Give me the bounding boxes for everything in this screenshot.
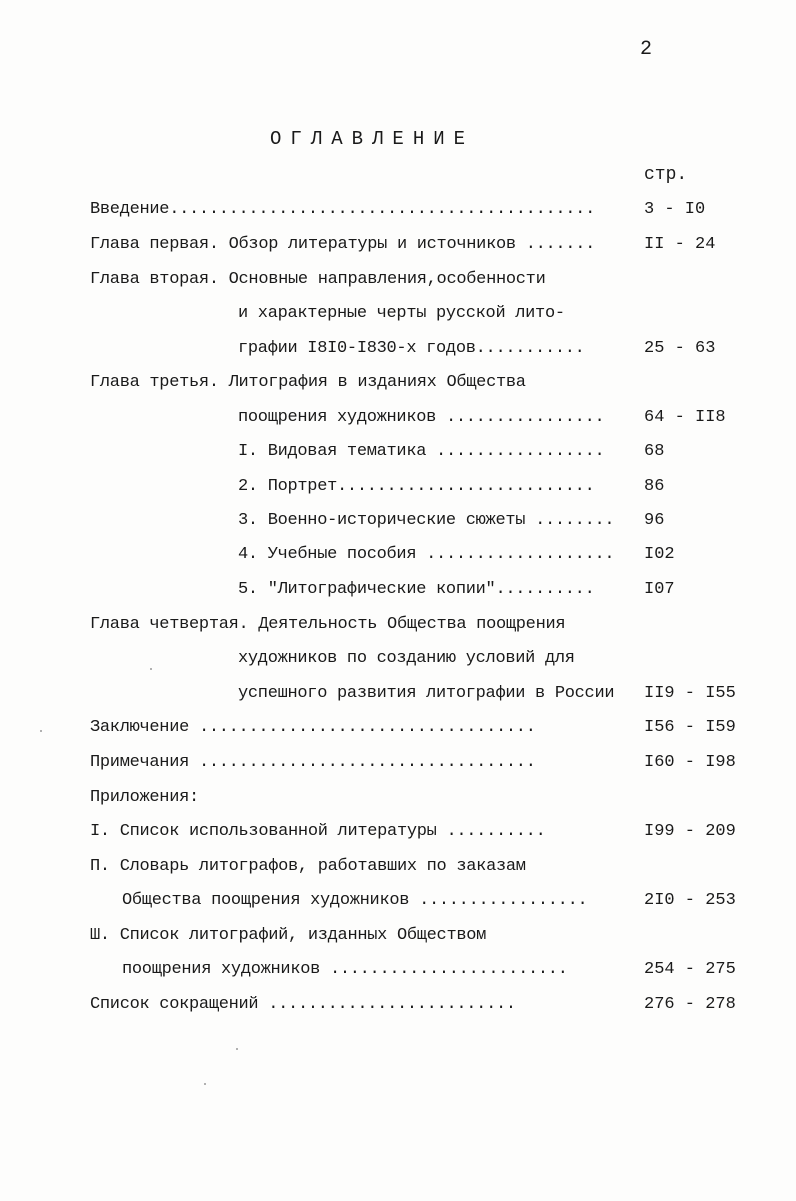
entry-text: I. Список использованной литературы [90,822,437,841]
entry-pages: I99 - 209 [644,822,736,841]
leader-dots: ......................... [268,995,516,1014]
toc-appendix-3-line-2 [122,960,568,980]
page-number: 2 [640,38,653,61]
scan-speck [40,730,42,732]
toc-entry-chapter-3-line-1: Глава третья. Литография в изданиях Общества [90,373,526,392]
toc-appendix-2-line-2 [122,891,587,911]
toc-appendix-2-line-1: П. Словарь литографов, работавших по заказам [90,857,526,876]
entry-text: Введение [90,200,170,219]
toc-entry-chapter-2-line-3 [238,339,585,359]
entry-pages: 2I0 - 253 [644,891,736,910]
entry-text: 5. "Литографические копии" [238,580,496,599]
entry-text: Глава первая. Обзор литературы и источников [90,235,516,254]
entry-text: поощрения художников [238,408,437,427]
scan-speck [236,1048,238,1050]
leader-dots: ................... [426,545,615,564]
toc-entry-chapter-1 [90,235,595,255]
leader-dots: ................ [445,408,605,427]
toc-subentry-3-5 [238,580,594,600]
entry-text: 3. Военно-исторические сюжеты [238,511,526,530]
leader-dots: .................................. [198,753,536,772]
entry-text: Список сокращений [90,995,259,1014]
pages-column-label: стр. [644,165,688,185]
entry-text: 4. Учебные пособия [238,545,417,564]
leader-dots: ....... [525,235,595,254]
leader-dots: ........ [535,511,615,530]
leader-dots: ................. [419,891,588,910]
entry-pages: 96 [644,511,665,530]
entry-pages: 276 - 278 [644,995,736,1014]
toc-entry-chapter-4-line-1: Глава четвертая. Деятельность Общества поощрения [90,615,566,634]
toc-appendix-3-line-1: Ш. Список литографий, изданных Обществом [90,926,487,945]
leader-dots: .......... [495,580,595,599]
entry-pages: I56 - I59 [644,718,736,737]
entry-pages: 68 [644,442,665,461]
toc-entry-notes [90,753,536,773]
entry-pages: 254 - 275 [644,960,736,979]
toc-entry-chapter-3-line-2 [238,408,604,428]
toc-appendix-1 [90,822,546,842]
entry-text: 2. Портрет [238,477,338,496]
toc-entry-chapter-2-line-1: Глава вторая. Основные направления,особенности [90,270,546,289]
leader-dots: ........................ [329,960,568,979]
toc-entry-chapter-4-line-3: успешного развития литографии в России [238,684,615,703]
entry-pages: 64 - II8 [644,408,726,427]
entry-text: Общества поощрения художников [122,891,410,910]
entry-pages: II9 - I55 [644,684,736,703]
toc-subentry-3-1 [238,442,604,462]
entry-text: графии I8I0-I830-х годов [238,339,476,358]
entry-text: Примечания [90,753,190,772]
toc-entry-intro [90,200,595,220]
toc-subentry-3-3 [238,511,614,531]
entry-pages: 25 - 63 [644,339,716,358]
entry-pages: 3 - I0 [644,200,706,219]
leader-dots: ................. [436,442,605,461]
leader-dots: .................................. [198,718,536,737]
entry-pages: 86 [644,477,665,496]
toc-entry-chapter-2-line-2: и характерные черты русской лито- [238,304,565,323]
entry-pages: I60 - I98 [644,753,736,772]
entry-pages: II - 24 [644,235,716,254]
toc-entry-chapter-4-line-2: художников по созданию условий для [238,649,575,668]
scan-speck [204,1083,206,1085]
entry-text: поощрения художников [122,960,321,979]
entry-text: Заключение [90,718,190,737]
leader-dots: ........................................... [169,200,595,219]
toc-appendices-heading: Приложения: [90,788,199,807]
entry-pages: I02 [644,545,675,564]
leader-dots: ........... [475,339,585,358]
scan-speck [150,668,152,670]
entry-pages: I07 [644,580,675,599]
toc-entry-conclusion [90,718,536,738]
toc-title: ОГЛАВЛЕНИЕ [270,128,475,150]
toc-subentry-3-4 [238,545,614,565]
leader-dots: .......................... [337,477,595,496]
toc-subentry-3-2 [238,477,594,497]
entry-text: I. Видовая тематика [238,442,427,461]
toc-entry-abbreviations [90,995,516,1015]
leader-dots: .......... [446,822,546,841]
